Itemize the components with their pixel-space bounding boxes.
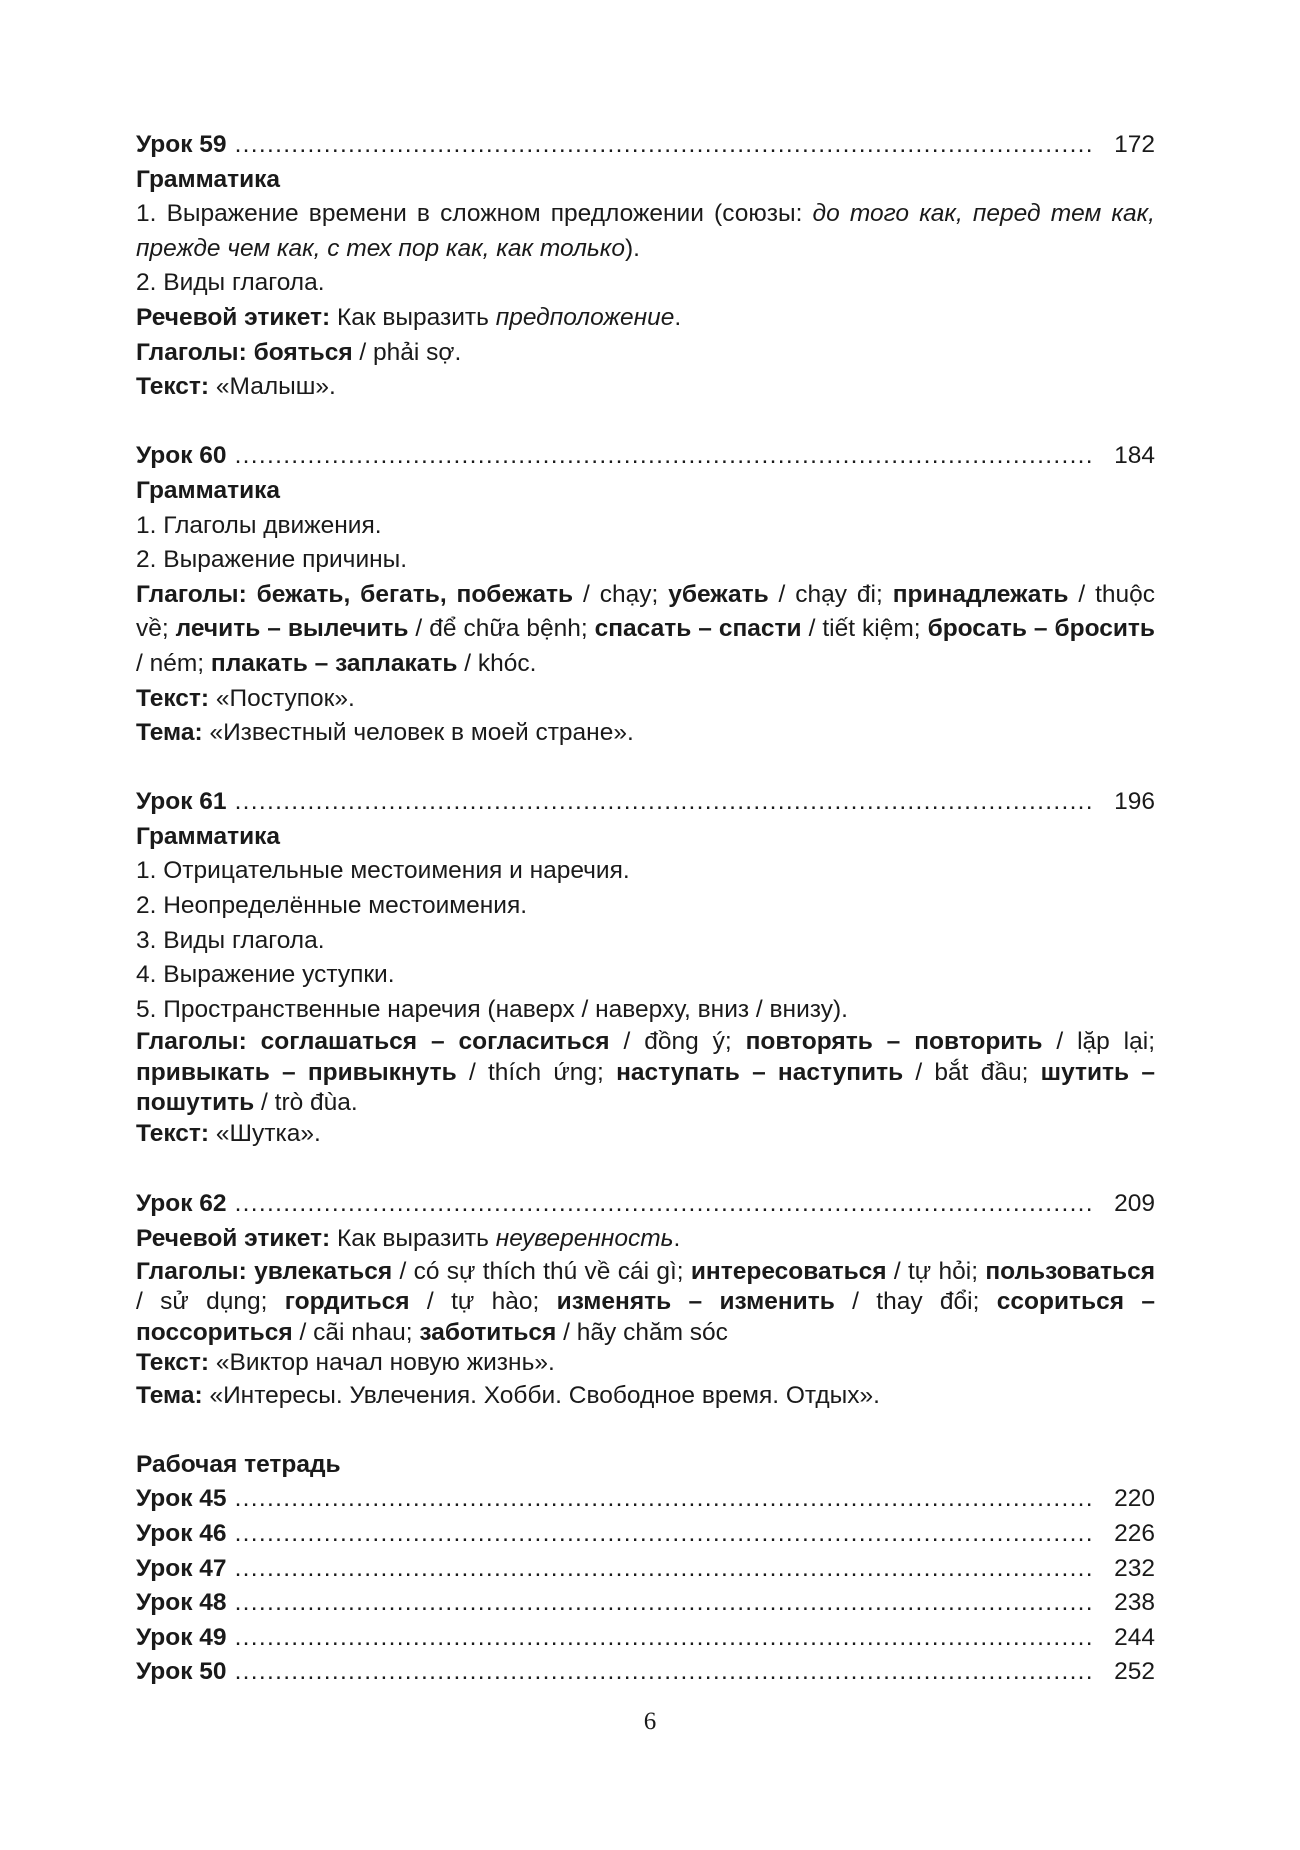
toc-entry-page: 172	[1114, 131, 1155, 158]
toc-entry-workbook-45[interactable]	[136, 1482, 1155, 1517]
toc-entry-label: Урок 48	[136, 1589, 227, 1617]
toc-entry-lesson-61[interactable]	[136, 785, 1155, 820]
grammar-item: 2. Выражение причины.	[136, 546, 408, 574]
toc-entry-label: Урок 59	[136, 131, 227, 158]
page-number: 6	[643, 1708, 657, 1735]
grammar-item: 1. Отрицательные местоимения и наречия.	[136, 857, 630, 885]
grammar-item: 5. Пространственные наречия (наверх / наверху, вниз / внизу).	[136, 995, 848, 1023]
text-entry: Текст: «Малыш».	[136, 373, 336, 401]
grammar-heading: Грамматика	[136, 165, 281, 193]
toc-entry-page: 209	[1114, 1190, 1155, 1218]
toc-entry-workbook-50[interactable]	[136, 1655, 1155, 1690]
toc-entry-label: Урок 49	[136, 1623, 227, 1651]
toc-entry-page: 184	[1114, 442, 1155, 470]
verbs: Глаголы: соглашаться – согласиться / đồng ý; повторять – повторить / lặp lại; привыкать – привыкнуть / thích ứng; наступать – наступить / bắt đầu; шутить – пошутить / trò đùa.	[136, 1028, 1155, 1117]
toc-entry-workbook-46[interactable]	[136, 1517, 1155, 1552]
theme-entry: Тема: «Известный человек в моей стране».	[136, 719, 634, 747]
grammar-heading: Грамматика	[136, 822, 281, 850]
text-entry: Текст: «Виктор начал новую жизнь».	[136, 1349, 555, 1377]
speech-etiquette: Речевой этикет: Как выразить неуверенность.	[136, 1225, 681, 1253]
toc-entry-label: Урок 60	[136, 442, 227, 470]
text-entry: Текст: «Поступок».	[136, 684, 355, 712]
toc-entry-label: Урок 61	[136, 788, 227, 816]
toc-entry-workbook-47[interactable]	[136, 1552, 1155, 1587]
leader-dots	[235, 1621, 1091, 1656]
toc-entry-label: Урок 45	[136, 1485, 227, 1513]
grammar-item: 3. Виды глагола.	[136, 926, 325, 954]
leader-dots	[235, 1187, 1091, 1222]
toc-entry-page: 232	[1114, 1554, 1155, 1582]
toc-entry-label: Урок 47	[136, 1554, 227, 1582]
grammar-heading: Грамматика	[136, 476, 281, 504]
toc-entry-label: Урок 50	[136, 1658, 227, 1686]
toc-entry-label: Урок 62	[136, 1190, 227, 1218]
leader-dots	[235, 439, 1091, 474]
leader-dots	[235, 785, 1091, 820]
toc-entry-page: 244	[1114, 1623, 1155, 1651]
grammar-item: 2. Неопределённые местоимения.	[136, 892, 528, 920]
grammar-item: 2. Виды глагола.	[136, 269, 325, 297]
toc-entry-page: 220	[1114, 1485, 1155, 1513]
leader-dots	[235, 1517, 1091, 1552]
leader-dots	[235, 1586, 1091, 1621]
verbs: Глаголы: бояться / phải sợ.	[136, 338, 462, 366]
toc-entry-page: 252	[1114, 1658, 1155, 1686]
leader-dots	[235, 1655, 1091, 1690]
toc-entry-workbook-48[interactable]	[136, 1586, 1155, 1621]
toc-entry-workbook-49[interactable]	[136, 1621, 1155, 1656]
toc-entry-page: 196	[1114, 788, 1155, 816]
table-of-contents	[136, 128, 1155, 1690]
toc-entry-lesson-59[interactable]	[136, 128, 1155, 163]
toc-entry-page: 226	[1114, 1520, 1155, 1547]
toc-entry-page: 238	[1114, 1589, 1155, 1617]
text-entry: Текст: «Шутка».	[136, 1119, 321, 1147]
leader-dots	[235, 128, 1091, 163]
speech-etiquette: Речевой этикет: Как выразить предположение.	[136, 303, 682, 331]
grammar-item: 1. Глаголы движения.	[136, 511, 382, 539]
theme-entry: Тема: «Интересы. Увлечения. Хобби. Свободное время. Отдых».	[136, 1381, 880, 1409]
toc-entry-lesson-62[interactable]	[136, 1187, 1155, 1222]
toc-entry-lesson-60[interactable]	[136, 439, 1155, 474]
verbs: Глаголы: бежать, бегать, побежать / chạy; убежать / chạy đi; принадлежать / thuộc về; лечить – вылечить / để chữa bệnh; спасать – спасти / tiết kiệm; бросать – бросить / ném; плакать – заплакать / khóc.	[136, 580, 1156, 677]
grammar-item: 1. Выражение времени в сложном предложении (союзы: до того как, перед тем как, прежде чем как, с тех пор как, как только).	[136, 200, 1155, 262]
verbs: Глаголы: увлекаться / có sự thích thú về cái gì; интересоваться / tự hỏi; пользоваться / sử dụng; гордиться / tự hào; изменять – изменить / thay đổi; ссориться – поссориться / cãi nhau; заботиться / hãy chăm sóc	[136, 1257, 1155, 1346]
leader-dots	[235, 1482, 1091, 1517]
toc-entry-label: Урок 46	[136, 1520, 227, 1547]
leader-dots	[235, 1552, 1091, 1587]
workbook-heading: Рабочая тетрадь	[136, 1450, 341, 1478]
grammar-item: 4. Выражение уступки.	[136, 961, 395, 989]
